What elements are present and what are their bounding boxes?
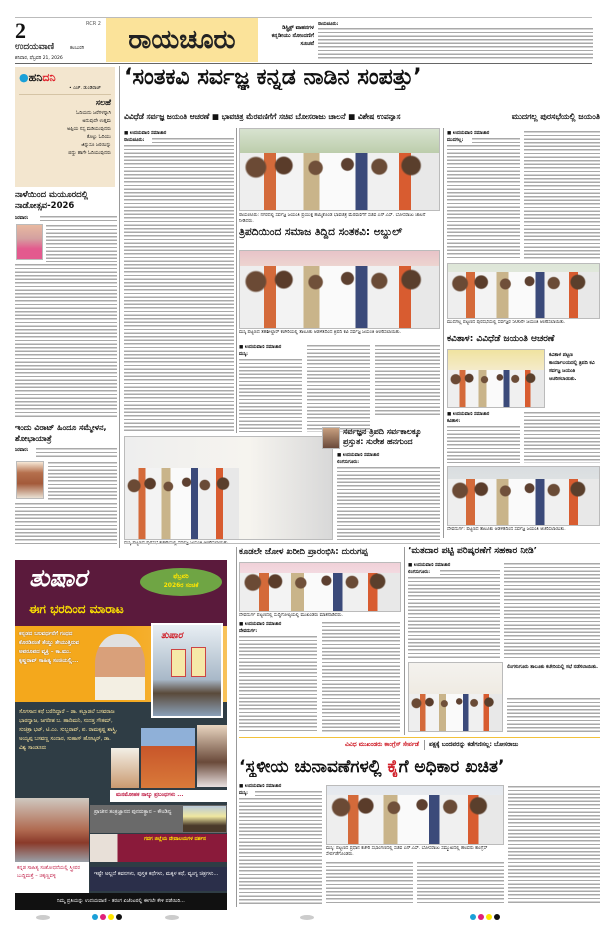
section-banner bbox=[106, 18, 258, 62]
byline: ■ ಉದಯವಾಣಿ ಸಮಾಚಾರ bbox=[447, 131, 490, 136]
story-text bbox=[408, 576, 500, 658]
ad-brand: ತುಷಾರ bbox=[29, 564, 87, 592]
edition-code: RCR 2 bbox=[86, 21, 101, 27]
illustration bbox=[141, 728, 195, 788]
poem-line: ಅಪ್ಪಿಯ ನಸ್ಸ ಮಡಿಯುವುದರು bbox=[67, 127, 111, 132]
drop-icon: ● bbox=[19, 71, 29, 84]
story-text bbox=[440, 569, 500, 575]
color-registration-dots bbox=[470, 914, 500, 920]
byline: ■ ಉದಯವಾಣಿ ಸಮಾಚಾರ bbox=[124, 131, 167, 136]
story-text bbox=[326, 861, 413, 905]
research-label: ಕನ್ನಡ ಸಾಹಿತ್ಯ ಸಂಶೋಧನೆಯಲ್ಲಿ ಸ್ತ್ರೀಪರ ಬುದ್ಧಿಮತ್ತೆ – ಚಿಕ್ಕಣ್ಣವಳ್ಳಿ bbox=[15, 862, 89, 893]
lead-headline: ‘ಸಂತಕವಿ ಸರ್ವಜ್ಞ ಕನ್ನಡ ನಾಡಿನ ಸಂಪತ್ತು’ bbox=[124, 66, 422, 90]
teaser: ಡಿಸ್ಟ್ರಿಕ್ಟ್ ವಾಹನಗಳ ಕನ್ನಡೀಯು ನೋಂದಣಿಗೆ ಸೂಚನೆ bbox=[271, 25, 314, 47]
dateline: ಸಿರವಾರ: bbox=[15, 448, 29, 453]
logo-hani: ಹನಿ bbox=[28, 71, 43, 84]
essays-label: ಮನಮೋಹಕ ನಾಲ್ಕು ಪ್ರಬಂಧಗಳು ... bbox=[110, 790, 227, 802]
registration-mark bbox=[36, 915, 50, 920]
byline: ■ ಉದಯವಾಣಿ ಸಮಾಚಾರ bbox=[239, 622, 282, 627]
hani-dani-box bbox=[15, 67, 115, 187]
voter-photo bbox=[408, 662, 503, 732]
byline: ■ ಉದಯವಾಣಿ ಸಮಾಚಾರ bbox=[447, 412, 490, 417]
ad-footer: ನಿಮ್ಮ ಪ್ರತಿಯನ್ನು ಉದಯವಾಣಿ - ತರಂಗ ಏಜೆಂಟರಲ್ಲಿ ಈಗಲೇ ಕೇಳಿ ಪಡೆಯಿರಿ... bbox=[15, 893, 227, 910]
procession-photo bbox=[239, 128, 440, 211]
story-text bbox=[508, 785, 600, 905]
story-text bbox=[504, 562, 600, 658]
story-headline: ನಾಳೆಯಿಂದ ಮಯೂರದಲ್ಲಿ ನಾಡೋತ್ಸವ-2026 bbox=[15, 190, 89, 211]
story-text bbox=[322, 621, 400, 733]
byline: ■ ಉದಯವಾಣಿ ಸಮಾಚಾರ bbox=[408, 563, 451, 568]
registration-mark bbox=[165, 915, 179, 920]
story-headline: ಸರ್ವಜ್ಞನ ತ್ರಿಪದಿ ಸರ್ವಕಾಲಕ್ಕೂ ಪ್ರಸ್ತುತ: ಸುರೇಶ ಹನಗುಂದ bbox=[343, 427, 422, 446]
top-rule bbox=[15, 17, 592, 18]
column-rule bbox=[404, 547, 405, 735]
story-text bbox=[46, 224, 117, 262]
magazine-cover bbox=[151, 623, 223, 718]
ship-image bbox=[183, 806, 226, 832]
logo-dani: ದನಿ bbox=[42, 71, 56, 84]
dateline: ಲಿಂಗಸುಗೂರು: bbox=[337, 460, 360, 465]
devadurga-photo bbox=[447, 466, 600, 526]
brief-dateline: ರಾಯಚೂರು: bbox=[318, 22, 339, 27]
strap-divider bbox=[424, 740, 425, 750]
story-text bbox=[472, 137, 520, 143]
story-headline: ಇಂದು ವಿರಾಟ್ ಹಿಂದೂ ಸಮ್ಮೇಳನ, ಶೋಭಾಯಾತ್ರೆ bbox=[15, 423, 107, 443]
speaker-photo bbox=[322, 427, 340, 449]
issue-year: 2026ರ ಸಂಚಿಕೆ bbox=[163, 582, 199, 589]
kavital-photo bbox=[447, 349, 545, 408]
section-title: ರಾಯಚೂರು bbox=[128, 24, 236, 55]
story-text bbox=[337, 466, 440, 540]
story-text bbox=[307, 344, 370, 432]
strap-right: ಪಕ್ಷಕ್ಕೆ ಬಂದವರನ್ನು ಕಡೆಗಣಿಸಲ್ಲ: ಬೋಸರಾಜು bbox=[429, 741, 519, 748]
writers-list: ಸೊಗಸಾದ ಕಥೆ ಬರೆದಿದ್ದಾರೆ – ಡಾ. ಕಬ್ಬಾಡಲೆ ಬಸವರಾಜ ಭಾರದ್ವಾಜ, ಜಗದೀಶ ಬ. ಹಾದಿಮನಿ, ಸುದತ್ತ ಗೌತಮ್, ಸುಚಿತ್ರಾ ಭಟ್, ಟಿ.ಎಂ. ಸುಬ್ಬರಾವ್, ಪ. ರಾಮಕೃಷ್ಣ ಶಾಸ್ತ್ರಿ, ಅಯ್ಯಪ್ಪ ಬಸವಣ್ಣ ಸಂದಾರ, ಸುಹಾಸ್ ಹೋಟ್ಕರ್, ಡಾ. ವಿಶ್ವ ಸಾಂಡೂರು bbox=[19, 709, 118, 751]
story-headline: ಮುದಗಲ್ಲ ಪುರಸಭೆಯಲ್ಲಿ ಜಯಂತಿ bbox=[511, 113, 600, 121]
story-text bbox=[375, 344, 440, 416]
poem-line: ಓದಿಯದು ಜರೆಗಳನ್ನಾಗಿ bbox=[76, 111, 111, 116]
story-text bbox=[417, 861, 504, 905]
issue-badge bbox=[140, 568, 222, 596]
story-text bbox=[239, 797, 322, 905]
story-text bbox=[255, 790, 322, 796]
photo-caption: ಮುದಗಲ್ಲ ಪಟ್ಟಣದ ಪುರಸಭೆಯಲ್ಲಿ ಸರ್ವಜ್ಞರ 506ನೇ ಜಯಂತಿ ಆಚರಿಸಲಾಯಿತು. bbox=[447, 320, 566, 325]
strap-rule bbox=[239, 737, 600, 738]
yellow-dot bbox=[486, 914, 492, 920]
story-text bbox=[239, 635, 317, 733]
story-text bbox=[447, 425, 520, 463]
feature-text: ಕನ್ನಡದ ಬಲವರ್ಧನೆಗೆ ಗಂಧದ ಕೊರಡಿನಂತೆ ತೆಯ್ದು ತೇಯುತ್ತಿರುವ ಅಪರೂಪದ ವ್ಯಕ್ತಿ – ಕಾ.ಮು. ಕೃಷ್ಣರಾವ್ ಸಾಹಿತ್ಯ ಸಂಚಿಯಲ್ಲಿ... bbox=[19, 631, 80, 664]
dateline: ಮಸ್ಕಿ: bbox=[239, 791, 248, 796]
story-headline: ತ್ರಿಪದಿಯಿಂದ ಸಮಾಜ ತಿದ್ದಿದ ಸಂತಕವಿ: ಅಬ್ದುಲ್ bbox=[239, 227, 403, 238]
poem-title: ಸಲಹೆ bbox=[95, 98, 111, 107]
black-dot bbox=[116, 914, 122, 920]
sail-icon bbox=[171, 649, 186, 677]
congress-headline bbox=[239, 758, 600, 777]
sail-icon bbox=[191, 647, 206, 677]
more-label: ಇಷ್ಟೇ ಅಲ್ಲದೆ ಕವನಗಳು, ಪುಸ್ತಕ ಕಥೆಗಳು, ಮಕ್ಕಳ ಕಥೆ, ವ್ಯಂಗ್ಯ ಚಿತ್ರಗಳು... bbox=[90, 867, 227, 891]
story-text bbox=[15, 502, 117, 546]
poem-line: ಬಿದ್ದು ಹಾಗೇ ಓದಿಯುವುದರು bbox=[68, 151, 111, 156]
story-headline: ‘ಮತದಾರ ಪಟ್ಟಿ ಪರಿಷ್ಕರಣೆಗೆ ಸಹಕಾರ ನೀಡಿ’ bbox=[408, 547, 538, 556]
maski-office-photo bbox=[124, 436, 333, 540]
maski-tahsil-photo bbox=[239, 250, 440, 329]
story-text bbox=[239, 358, 302, 432]
poem-line: ಕೊಲ್ಲು ಓದಿಯು bbox=[86, 135, 111, 140]
story-text bbox=[524, 130, 600, 260]
story-text bbox=[36, 447, 117, 459]
dateline: ರಾಯಚೂರು: bbox=[124, 138, 145, 143]
dateline: ಮಸ್ಕಿ: bbox=[239, 352, 248, 357]
mudagal-photo bbox=[447, 263, 600, 319]
photo-caption: ಮಸ್ಕಿ ಪಟ್ಟಣದ ತಹಶೀಲ್ದಾರ್ ಕಚೇರಿಯಲ್ಲಿ ತಾಲೂಕು ಆಡಳಿತದಿಂದ ತ್ರಿಪದಿ ಕವಿ ಸರ್ವಜ್ಞ ಜಯಂತಿ ಆಚರಿಸಲಾಯಿತು. bbox=[239, 330, 402, 335]
masthead-rule bbox=[15, 63, 592, 64]
ancient-label: ಪ್ರಾಚೀನ ತಂತ್ರಜ್ಞಾನದ ಪುನರುತ್ಥಾನ – ಕೌಂಡಿನ್ಯ bbox=[94, 809, 172, 815]
magenta-dot bbox=[100, 914, 106, 920]
photo-caption: ರಾಯಚೂರು: ನಗರದಲ್ಲಿ ಸರ್ವಜ್ಞ ಜಯಂತಿ ಪ್ರಯುಕ್ತ ಹಮ್ಮಿಕೊಂಡ ಭಾವಚಿತ್ರ ಮೆರವಣಿಗೆಗೆ ಸಚಿವ ಎನ್.ಎಸ್. ಬೋಸರಾಜು ಚಾಲನೆ ನೀಡಿದರು. bbox=[239, 213, 426, 224]
story-text bbox=[48, 461, 117, 501]
person-photo bbox=[16, 461, 44, 499]
dateline: ಸಿರವಾರ: bbox=[15, 216, 29, 221]
congress-photo bbox=[326, 785, 504, 845]
story-text bbox=[507, 697, 600, 733]
dateline: ಮುದಗಲ್ಲ: bbox=[447, 138, 464, 143]
cover-brand: ತುಷಾರ bbox=[161, 631, 183, 641]
column-rule bbox=[443, 128, 444, 538]
cyan-dot bbox=[470, 914, 476, 920]
paper-name: ಉದಯವಾಣಿ bbox=[15, 42, 55, 52]
photo-caption: ಮಸ್ಕಿ: ಪಟ್ಟಣದ ಪ್ರಧಾನ ಕಚೇರಿ ಸಭಾಂಗಣದಲ್ಲಿ ಸಚಿವ ಎನ್.ಎಸ್. ಬೋಸರಾಜು ಸಮ್ಮುಖದಲ್ಲಿ ಹಲವರು ಕಾಂಗ್ರೆಸ್ ಸೇರ್ಪಡೆಗೊಂಡರು. bbox=[326, 846, 488, 857]
row-rule bbox=[124, 543, 600, 544]
illustration bbox=[111, 748, 139, 788]
byline: ■ ಉದಯವಾಣಿ ಸಮಾಚಾರ bbox=[239, 784, 282, 789]
brief-text bbox=[318, 27, 593, 59]
poem-line: ಅದುವುದೇ ಉತ್ತಮ bbox=[82, 119, 111, 124]
dateline: ದೇವದುರ್ಗ: bbox=[239, 629, 258, 634]
issue-month: ಫೆಬ್ರವರಿ bbox=[173, 573, 189, 580]
cyan-dot bbox=[92, 914, 98, 920]
jola-photo bbox=[239, 562, 401, 612]
story-text bbox=[152, 137, 234, 143]
city-edition: ಕಲಬುರಗಿ bbox=[70, 46, 85, 51]
story-headline: ಕೂಡಲೇ ಜೋಳ ಖರೀದಿ ಪ್ರಾರಂಭಿಸಿ: ದುರುಗಪ್ಪ bbox=[239, 548, 368, 557]
temples-label: ಗದಗ ಜಿಲ್ಲೆಯ ದೇವಾಲಯಗಳ ದರ್ಶನ bbox=[144, 836, 206, 842]
photo-caption: ದೇವದುರ್ಗ ಪಟ್ಟಣದಲ್ಲಿ ಸುದ್ದಿಗೋಷ್ಠಿಯಲ್ಲಿ ಮುಖಂಡರು ಮಾತನಾಡಿದರು. bbox=[239, 613, 343, 618]
portrait bbox=[95, 634, 145, 700]
illustration bbox=[197, 725, 227, 787]
side-caption: ಲಿಂಗಸುಗೂರು ತಾಲೂಕು ಕಚೇರಿಯಲ್ಲಿ ಸಭೆ ನಡೆಸಲಾಯಿತು. bbox=[507, 665, 598, 670]
headline-highlight: ಕೈ bbox=[387, 758, 399, 777]
tushara-ad[interactable] bbox=[15, 560, 227, 910]
byline: ■ ಉದಯವಾಣಿ ಸಮಾಚಾರ bbox=[239, 345, 282, 350]
photo-caption bbox=[124, 541, 333, 547]
black-dot bbox=[494, 914, 500, 920]
story-text bbox=[40, 215, 117, 223]
column-rule bbox=[236, 547, 237, 907]
yellow-dot bbox=[108, 914, 114, 920]
byline: ■ ಉದಯವಾಣಿ ಸಮಾಚಾರ bbox=[337, 453, 380, 458]
photo-caption: ದೇವದುರ್ಗ: ಪಟ್ಟಣದ ತಾಲೂಕು ಆಡಳಿತದಿಂದ ಸರ್ವಜ್ಞ ಜಯಂತಿ ಆಚರಿಸಲಾಯಿತು. bbox=[447, 527, 566, 532]
magenta-dot bbox=[478, 914, 484, 920]
poem-line: ಜಿನ್ನುಸೂ ಜರಯಿನ್ನು bbox=[81, 143, 111, 148]
strap-left: ವಿವಿಧ ಮುಖಂಡರು ಕಾಂಗ್ರೆಸ್ ಸೇರ್ಪಡೆ bbox=[345, 741, 419, 748]
ghats-photo bbox=[15, 798, 89, 862]
story-text bbox=[124, 144, 234, 432]
column-rule bbox=[236, 128, 237, 433]
registration-mark bbox=[300, 915, 314, 920]
story-headline: ಕವಿತಾಳ: ವಿವಿಧೆಡೆ ಜಯಂತಿ ಆಚರಣೆ bbox=[447, 335, 555, 344]
author-photo bbox=[16, 224, 43, 260]
dateline: ಲಿಂಗಸುಗೂರು: bbox=[408, 570, 431, 575]
story-text bbox=[447, 144, 520, 260]
headline-part: ಗೆ ಅಧಿಕಾರ ಖಚಿತ’ bbox=[398, 758, 505, 777]
date: ಶನಿವಾರ, ಫೆಬ್ರವರಿ 21, 2026 bbox=[15, 56, 63, 61]
headline-part: ‘ಸ್ಥಳೀಯ ಚುನಾವಣೆಗಳಲ್ಲಿ bbox=[239, 758, 388, 777]
story-text bbox=[524, 411, 600, 463]
lead-subhead: ವಿವಿಧೆಡೆ ಸರ್ವಜ್ಞ ಜಯಂತಿ ಆಚರಣೆ ■ ಭಾವಚಿತ್ರ ಮೆರವಣಿಗೆಗೆ ಸಚಿವ ಬೋಸರಾಜು ಚಾಲನೆ ■ ವಿಶೇಷ ಉಪನ್ಯಾಸ bbox=[124, 113, 401, 121]
ad-tagline: ಈಗ ಭರದಿಂದ ಮಾರಾಟ bbox=[29, 602, 124, 616]
dateline: ಕವಿತಾಳ: bbox=[447, 419, 461, 424]
color-registration-dots bbox=[92, 914, 122, 920]
column-rule bbox=[119, 66, 120, 548]
page-number: 2 bbox=[15, 18, 26, 43]
author: • ಎಚ್. ಡುಂಡಿರಾಜ್ bbox=[69, 86, 101, 91]
story-text bbox=[15, 263, 117, 418]
side-caption: ಕವಿತಾಳ ಪಟ್ಟಣ ಕಾರ್ಯಾಲಯದಲ್ಲಿ ತ್ರಿಪದಿ ಕವಿ ಸರ್ವಜ್ಞ ಜಯಂತಿ ಆಚರಿಸಲಾಯಿತು. bbox=[549, 353, 595, 382]
